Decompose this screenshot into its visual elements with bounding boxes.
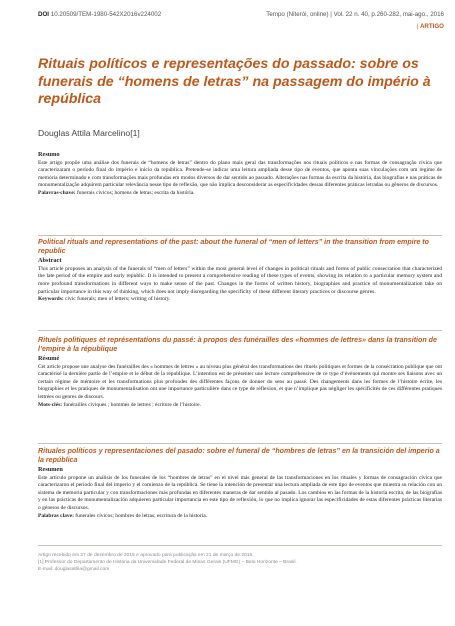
section-separator [38, 545, 442, 546]
resume-keywords-value: funérailles civiques ; hommes de lettres ; écriture de l’histoire. [63, 401, 201, 408]
article-title: Rituais políticos e representações do passado: sobre os funerais de “homens de letras” na passagem do império à república [38, 56, 431, 107]
spanish-title: Rituales políticos y representaciones del pasado: sobre el funeral de “hombres de letras” en la transición del imperio a la república [38, 447, 440, 464]
resume-keywords-label: Mots-clés: [38, 401, 63, 408]
article-notes [38, 552, 442, 574]
abstract-keywords-label: Keywords: [38, 296, 64, 303]
resumo-keywords-value: funerais cívicos; homens de letras; escrita da história. [76, 189, 195, 196]
resumen-heading: Resumen [38, 466, 63, 473]
abstract-spanish [38, 447, 442, 520]
author-email[interactable]: E-mail: douglasattila@gmail.com [38, 567, 110, 573]
section-separator [38, 443, 442, 444]
abstract-french [38, 336, 442, 409]
resume-heading: Résumé [38, 355, 60, 362]
resume-keywords [38, 402, 442, 410]
french-title: Rituels politiques et représentations du passé: à propos des funérailles des «hommes de lettres» dans la transition de l’empire à la république [38, 336, 437, 353]
section-label [416, 23, 444, 30]
author-name: Douglas Attila Marcelino[1] [38, 128, 140, 138]
resumen-keywords-value: funerales cívicos; hombres de letras; escritura de la historia. [75, 512, 208, 519]
abstract-text: This article proposes an analysis of the funerals of “men of letters” within the most general level of changes in political rituals and forms of public consecration that characterized the late period of the empire and early republic. It is intended to present a comprehensive reading of these types of events, showing its relation to a particular memory system and more profound transformations in different ways to make sense of the past. Changes in the forms of written history, biographies and practice of monumentalization take on particular importance in this way of thinking, which does not imply disregarding the specificity of these different literary practices or discourse genres. [38, 265, 442, 295]
resumo-text: Este artigo propõe uma análise dos funerais de “homens de letras” dentro do plano mais geral das transformações nos rituais políticos e nas formas de consagração cívica que caracterizaram o período final do império e início da república. Pretende-se indicar uma leitura ampliada desse tipo de eventos, que aponta suas vinculações com um regime de memória determinado e com transformações mais profundas em modos diversos de dar sentido ao passado. Alterações nas formas da escrita da história, das biografias e nas práticas de monumentalização adquirem particular relevância nesse tipo de reflexão, que não implica desconsiderar as especificidades dessas diferentes práticas letradas ou gêneros de discursos. [38, 159, 442, 189]
article-page [38, 0, 444, 626]
resumen-keywords [38, 513, 442, 521]
section-separator [38, 330, 442, 331]
section-divider: | [416, 23, 418, 30]
resumo-keywords [38, 190, 442, 198]
resumen-text: Este artículo propone un análisis de los funerales de los “hombres de letras” en el nivel más general de las transformaciones en los rituales y formas de consagración cívica que caracterizaron el período final del imperio y el comienzo de la república. Se tiene la intención de presentar una lectura ampliada de este tipo de eventos que muestra su relación con un sistema de memoria particular y con transformaciones más profundas en diferentes maneras de dar sentido al pasado. Los cambios en las formas de la historia escrita, de las biografías y en las prácticas de monumentalización adquieren particular importancia en este tipo de reflexión, lo que no implica ignorar las especificidades de estas diferentes prácticas literarias o géneros de discursos. [38, 474, 442, 511]
abstract-keywords-value: civic funerals; men of letters; writing of history. [65, 296, 171, 303]
resume-text: Cet article propose une analyse des funérailles des « hommes de lettres » au niveau plus général des transformations des rituels politiques et formes de la consécration publique que ont caractérisé la dernière partie de l’empire et le début de la république. L’intention est de présenter une lecture compréhensive de ce type d’évènements qui montre ses liaisons avec un certain régime de mémoire et les transformations plus profondes des différentes façons de donner du sens au passé. Des changements dans les formes de l’histoire écrite, les biographies et les pratiques de monumentalisation ont une importance particulière dans ce type de réflexion, et que n’implique pas négliger les spécificités de ces différentes pratiques lettrées ou genres de discours. [38, 363, 442, 400]
section-separator [38, 235, 442, 236]
doi-label: DOI [38, 11, 50, 18]
doi[interactable] [38, 11, 161, 18]
journal-citation: Tempo (Niterói, online) | Vol. 22 n. 40, p.260-282, mai-ago., 2016 [266, 11, 444, 18]
abstract-portuguese [38, 151, 442, 198]
abstract-heading: Abstract [38, 257, 62, 264]
resumo-keywords-label: Palavras-chave: [38, 189, 76, 196]
resumo-heading: Resumo [38, 151, 60, 158]
received-note: Artigo recebido em 27 de dezembro de 2015 e aprovado para publicação em 21 de março de 2016. [38, 553, 254, 558]
abstract-english [38, 238, 442, 304]
abstract-keywords [38, 296, 442, 304]
affiliation-note: [1] Professor do Departamento de História da Universidade Federal de Minas Gerais (UFMG) – Belo Horizonte – Brasil. [38, 560, 297, 566]
resumen-keywords-label: Palabras clave: [38, 512, 74, 519]
section-name: ARTIGO [419, 23, 444, 30]
doi-value: 10.20509/TEM-1980-542X2016v224002 [50, 11, 162, 18]
english-title: Political rituals and representations of the past: about the funeral of “men of letters” in the transition from empire to republic [38, 238, 429, 255]
